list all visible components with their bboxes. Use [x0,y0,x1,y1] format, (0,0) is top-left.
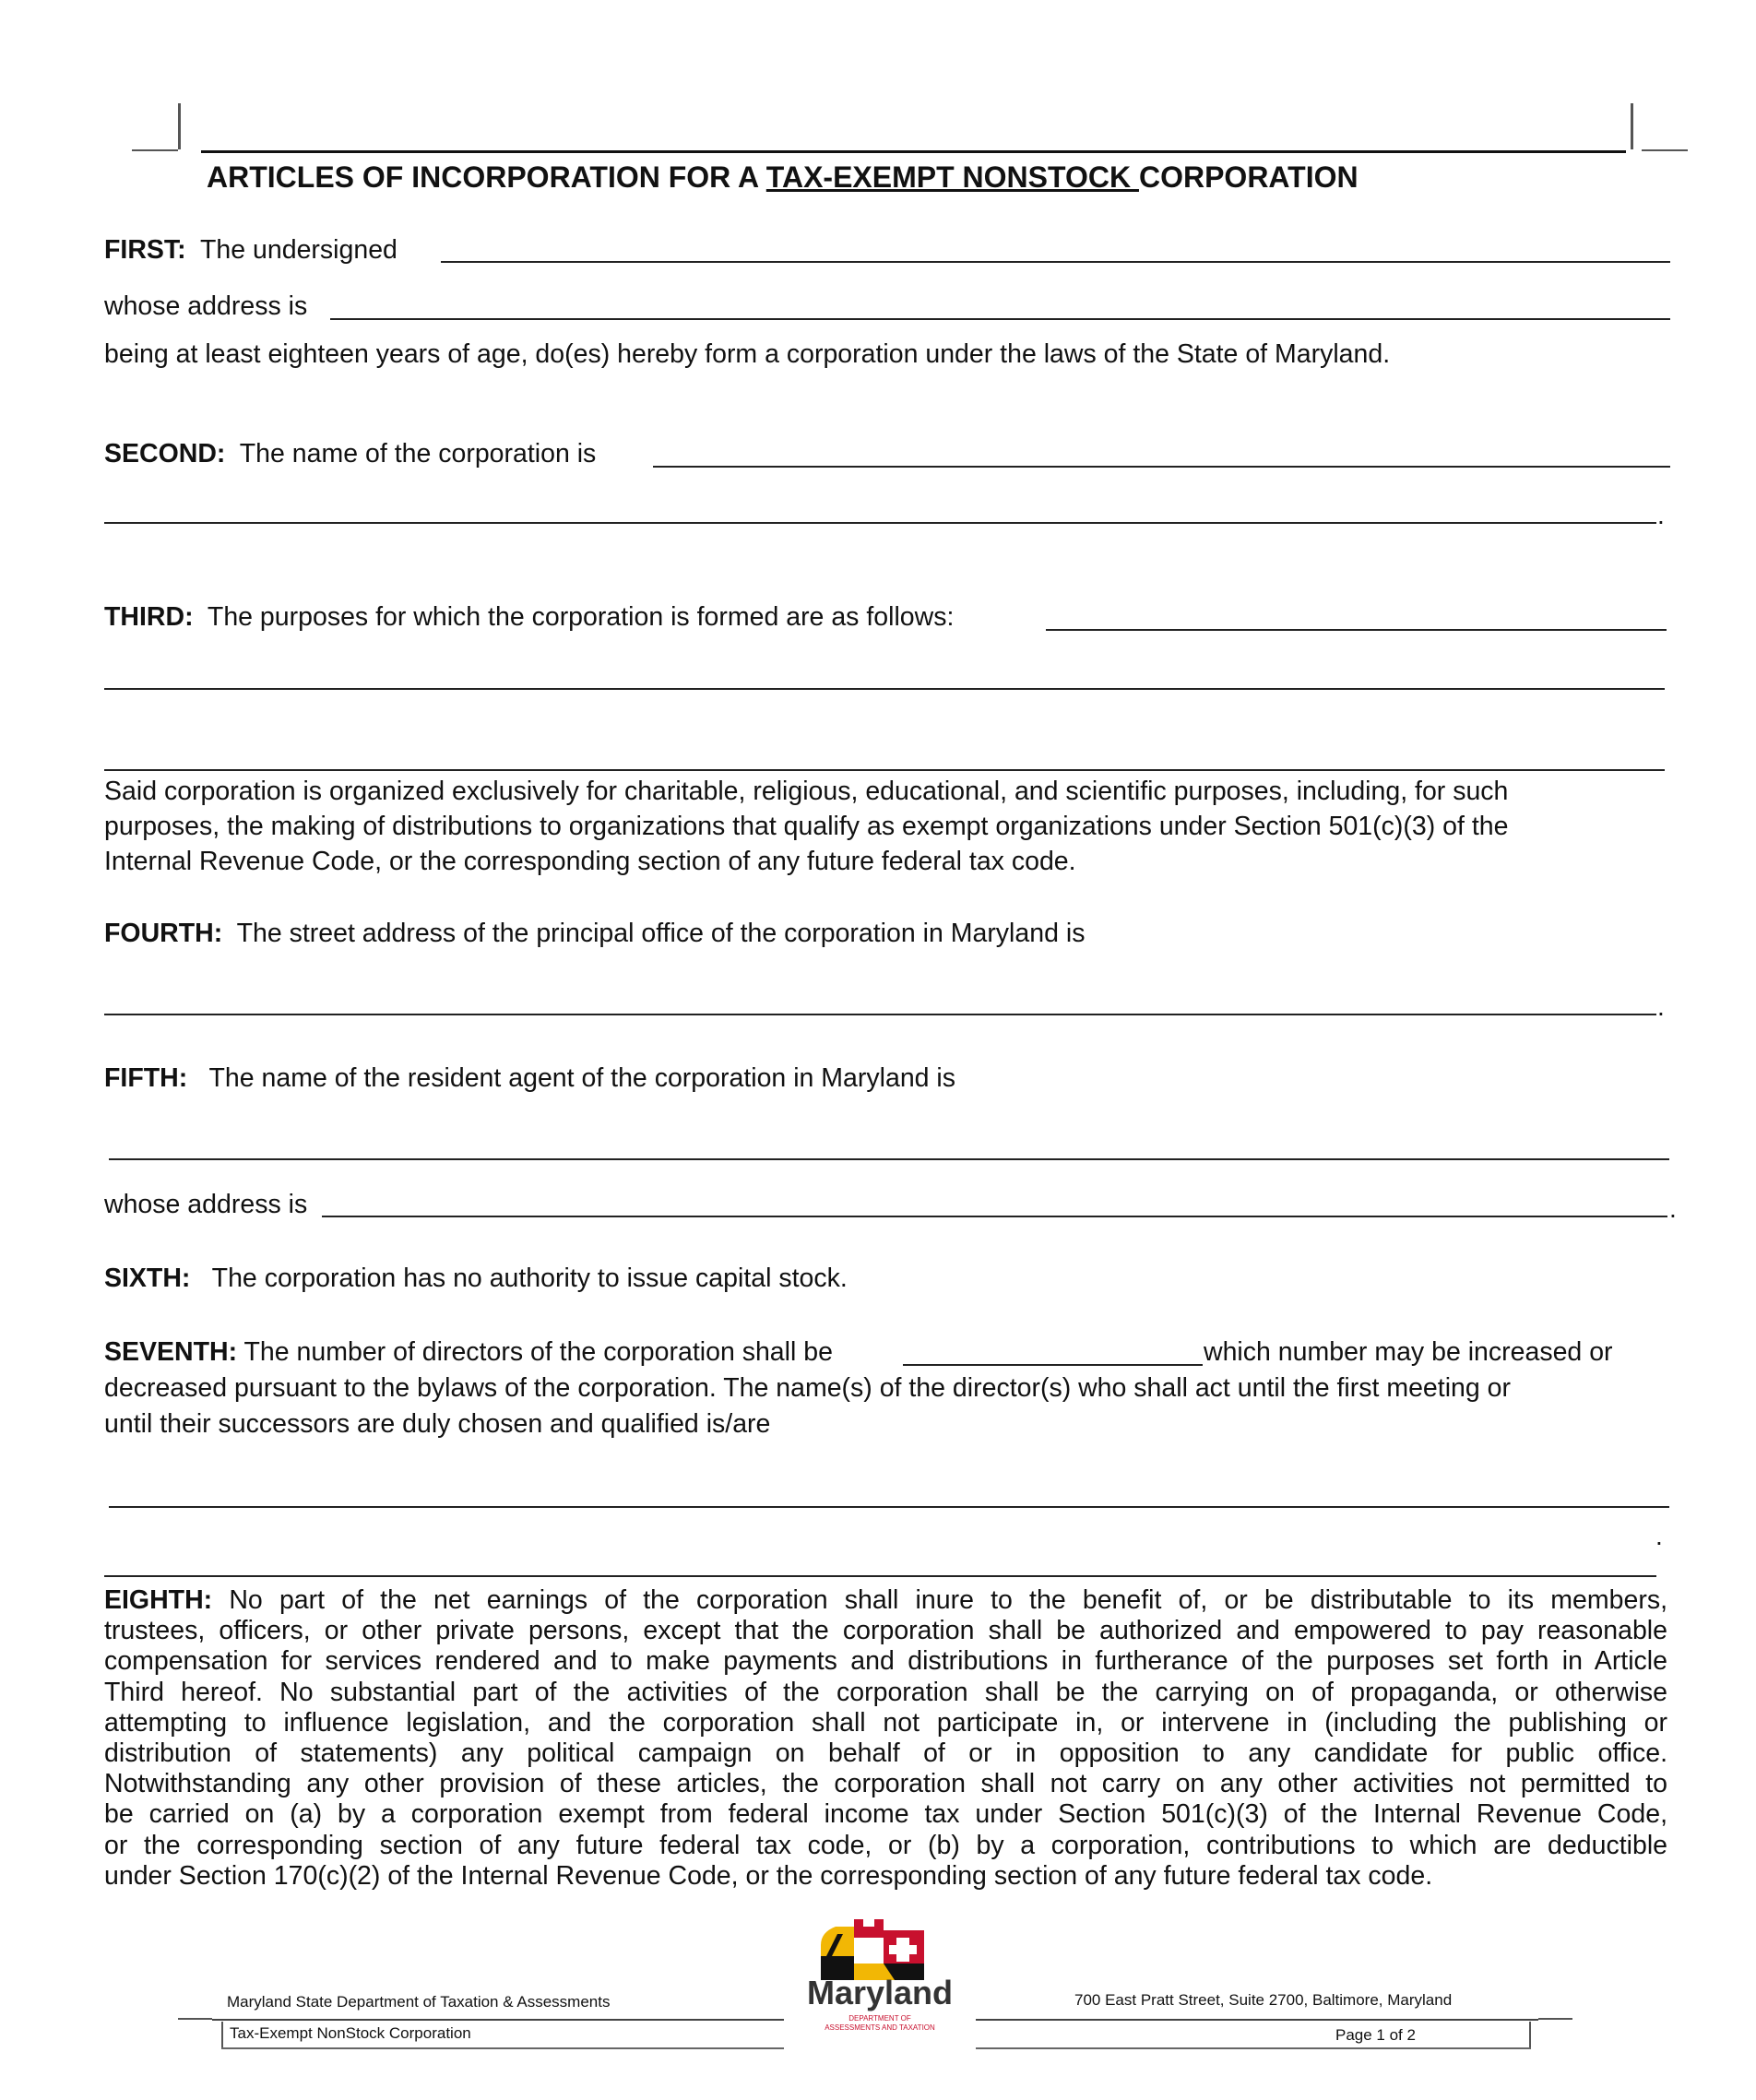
third-text: The purposes for which the corporation is formed are as follows: [207,602,955,632]
footer-right-mark [1538,2018,1572,2020]
top-right-corner-mark [1642,149,1688,151]
second-text: The name of the corporation is [239,439,597,469]
flag-white-top [863,1919,874,1927]
footer-rule-right [976,2019,1538,2021]
top-right-corner-tick [1631,103,1633,149]
fifth-end-mark: . [1669,1194,1677,1223]
footer-page-number: Page 1 of 2 [1335,2026,1416,2044]
footer-form-name: Tax-Exempt NonStock Corporation [230,2024,471,2042]
first-label: FIRST: [104,235,186,265]
third-body-line: Said corporation is organized exclusively for charitable, religious, educational, and scientific purposes, including, for such [104,777,1509,806]
footer-box-bottom-left [221,2047,784,2049]
third-body-line: Internal Revenue Code, or the corresponding section of any future federal tax code. [104,847,1076,876]
fifth-text: The name of the resident agent of the corporation in Maryland is [208,1063,956,1093]
page-title [207,162,1359,192]
first-text: The undersigned [200,235,397,265]
eighth-line: Notwithstanding any other provision of these articles, the corporation shall not carry on any other activities not permitted to [104,1769,1667,1799]
second-name-field-continued[interactable] [104,522,1656,524]
eighth-line: be carried on (a) by a corporation exempt from federal income tax under Section 501(c)(3) of the Internal Revenue Code, [104,1799,1667,1830]
maryland-logo [784,1914,976,2039]
fourth-row [104,920,1085,947]
eighth-line-text: No part of the net earnings of the corporation shall inure to the benefit of, or be distributable to its members, [212,1585,1667,1615]
eighth-body [104,1585,1667,1892]
sixth-label: SIXTH: [104,1264,191,1293]
seventh-label: SEVENTH: [104,1337,238,1367]
third-body-line: purposes, the making of distributions to organizations that qualify as exempt organizations under Section 501(c)(3) of the [104,812,1509,841]
footer-box-right [1529,2022,1531,2049]
second-label: SECOND: [104,439,226,469]
eighth-line: Third hereof. No substantial part of the activities of the corporation shall be the carrying on of propaganda, or otherwise [104,1677,1667,1707]
flag-white-wedge [854,1938,884,1954]
footer-address: 700 East Pratt Street, Suite 2700, Baltimore, Maryland [1074,1991,1453,2009]
seventh-text-b: which number may be increased or [1204,1337,1613,1367]
third-body [104,774,1667,879]
first-row [104,237,397,264]
fifth-agent-name-field[interactable] [109,1158,1669,1160]
logo-subtitle-1: DEPARTMENT OF [848,2014,911,2023]
top-left-corner-tick [178,103,181,149]
fifth-row [104,1065,955,1092]
third-purpose-field-1[interactable] [1046,629,1667,631]
first-address-field[interactable] [330,318,1670,320]
seventh-text-a: The number of directors of the corporation shall be [243,1337,833,1367]
eighth-line: attempting to influence legislation, and the corporation shall not participate in, or intervene in (including the publishing or [104,1707,1667,1738]
footer-box-bottom-right [976,2047,1531,2049]
third-purpose-field-3[interactable] [104,769,1665,771]
header-rule [201,150,1626,153]
title-suffix: CORPORATION [1138,160,1359,194]
fourth-text: The street address of the principal office of the corporation in Maryland is [236,919,1086,948]
third-label: THIRD: [104,602,194,632]
first-address-label: whose address is [104,291,308,321]
eighth-line: or the corresponding section of any future federal tax code, or (b) by a corporation, contributions to which are deductible [104,1830,1667,1860]
sixth-row [104,1265,848,1292]
third-row [104,604,954,631]
logo-wordmark: Maryland [806,1974,954,2011]
seventh-directors-field-1[interactable] [109,1506,1669,1508]
seventh-row-3: until their successors are duly chosen and qualified is/are [104,1409,771,1439]
seventh-directors-field-2[interactable] [104,1575,1656,1577]
second-end-mark: . [1657,501,1665,529]
first-closing: being at least eighteen years of age, do(es) hereby form a corporation under the laws of the State of Maryland. [104,339,1391,369]
eighth-line: under Section 170(c)(2) of the Internal Revenue Code, or the corresponding section of any future federal tax code. [104,1860,1433,1891]
fourth-end-mark: . [1657,992,1665,1021]
eighth-line: compensation for services rendered and to make payments and distributions in furtherance of the purposes set forth in Article [104,1646,1667,1677]
top-left-corner-mark [132,149,178,151]
footer-rule-left [212,2019,784,2021]
seventh-row-2: decreased pursuant to the bylaws of the corporation. The name(s) of the director(s) who shall act until the first meeting or [104,1373,1511,1403]
title-prefix: ARTICLES OF INCORPORATION FOR A [207,160,766,194]
seventh-row-1 [104,1339,833,1366]
footer-department: Maryland State Department of Taxation & Assessments [227,1993,611,2011]
eighth-line: trustees, officers, or other private persons, except that the corporation shall be authorized and empowered to pay reasonable [104,1616,1667,1646]
fourth-label: FOURTH: [104,919,223,948]
footer-box-left [221,2022,223,2049]
fifth-address-label: whose address is [104,1190,308,1219]
footer-left-mark [178,2018,212,2020]
second-row [104,441,596,468]
logo-subtitle-2: ASSESSMENTS AND TAXATION [825,2023,935,2032]
fifth-label: FIFTH: [104,1063,188,1093]
seventh-director-count-field[interactable] [903,1364,1203,1366]
eighth-label: EIGHTH: [104,1585,213,1615]
title-underlined: TAX-EXEMPT NONSTOCK [765,160,1139,194]
seventh-end-mark: . [1655,1522,1663,1550]
eighth-line: distribution of statements) any political campaign on behalf of or in opposition to any candidate for public office. [104,1738,1667,1769]
fourth-address-field[interactable] [104,1014,1656,1015]
third-purpose-field-2[interactable] [104,688,1665,690]
second-name-field[interactable] [653,466,1670,468]
eighth-line [104,1585,1667,1616]
first-name-field[interactable] [441,261,1670,263]
sixth-text: The corporation has no authority to issue capital stock. [211,1264,848,1293]
fifth-address-field[interactable] [322,1216,1667,1217]
